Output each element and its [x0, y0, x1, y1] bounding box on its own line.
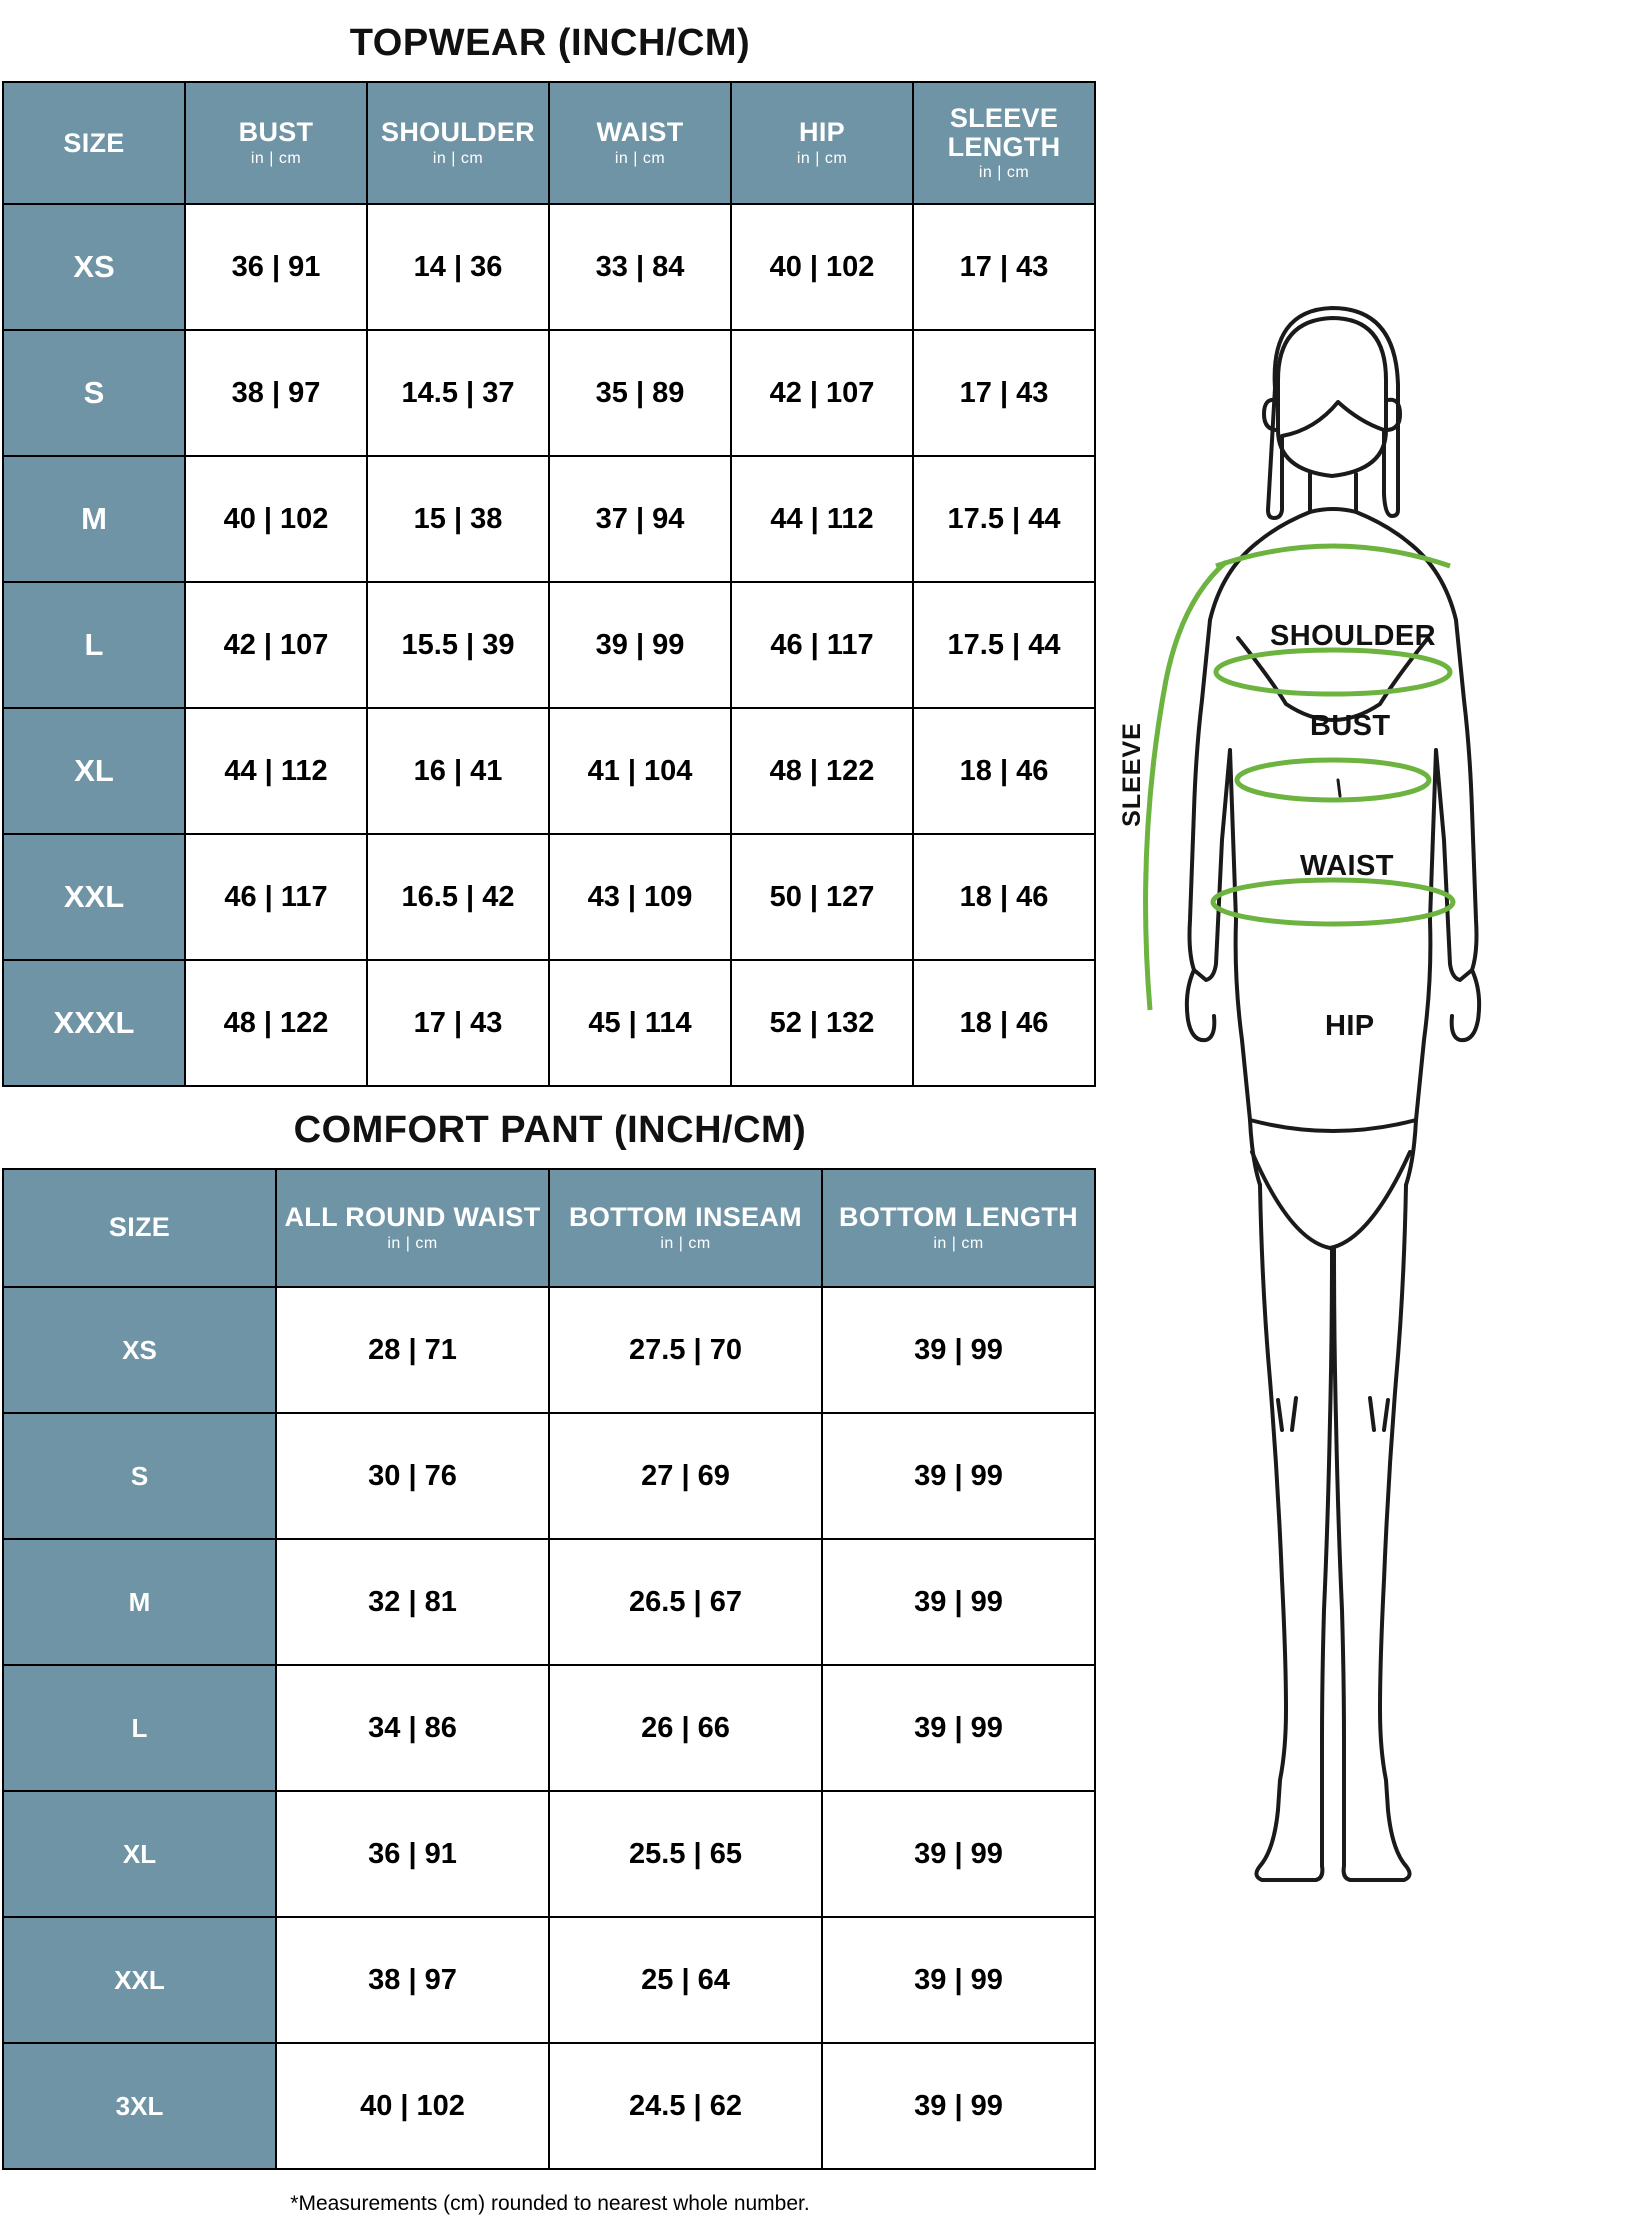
cell-sleeve: 17 | 43 — [913, 330, 1095, 456]
navel-mark — [1338, 780, 1340, 796]
cell-bust: 36 | 91 — [185, 204, 367, 330]
cell-hip: 44 | 112 — [731, 456, 913, 582]
collar-line — [1310, 509, 1356, 512]
column-header-all-round-waist: ALL ROUND WAIST in | cm — [276, 1169, 549, 1287]
cell-shoulder: 16 | 41 — [367, 708, 549, 834]
cell-all-round-waist: 28 | 71 — [276, 1287, 549, 1413]
left-leg-inner — [1322, 1248, 1332, 1800]
cell-waist: 35 | 89 — [549, 330, 731, 456]
topwear-size-table — [2, 81, 1096, 1087]
right-leg-inner — [1334, 1248, 1344, 1800]
left-knee-detail-2 — [1292, 1398, 1296, 1430]
cell-bottom-inseam: 25 | 64 — [549, 1917, 822, 2043]
cell-sleeve: 17.5 | 44 — [913, 456, 1095, 582]
column-header-waist: WAIST in | cm — [549, 82, 731, 204]
label-waist: WAIST — [1300, 850, 1394, 882]
cell-size: M — [3, 1539, 276, 1665]
cell-shoulder: 15.5 | 39 — [367, 582, 549, 708]
table-row — [3, 1539, 1095, 1665]
cell-hip: 52 | 132 — [731, 960, 913, 1086]
cell-bottom-length: 39 | 99 — [822, 2043, 1095, 2169]
cell-bust: 38 | 97 — [185, 330, 367, 456]
cell-waist: 33 | 84 — [549, 204, 731, 330]
cell-bottom-length: 39 | 99 — [822, 1287, 1095, 1413]
cell-size: L — [3, 1665, 276, 1791]
head-outline — [1278, 318, 1386, 476]
pant-size-table — [2, 1168, 1096, 2170]
cell-bust: 42 | 107 — [185, 582, 367, 708]
table-row — [3, 456, 1095, 582]
cell-bottom-length: 39 | 99 — [822, 1917, 1095, 2043]
cell-waist: 41 | 104 — [549, 708, 731, 834]
female-body-diagram — [1110, 280, 1630, 1930]
cell-size: L — [3, 582, 185, 708]
cell-waist: 43 | 109 — [549, 834, 731, 960]
column-header-bust: BUST in | cm — [185, 82, 367, 204]
hip-measure-ellipse — [1213, 880, 1453, 924]
cell-bust: 40 | 102 — [185, 456, 367, 582]
cell-size: XL — [3, 1791, 276, 1917]
table-row — [3, 582, 1095, 708]
right-knee-detail-2 — [1370, 1398, 1374, 1430]
table-header-row — [3, 1169, 1095, 1287]
table-row — [3, 204, 1095, 330]
table-row — [3, 1791, 1095, 1917]
cell-all-round-waist: 36 | 91 — [276, 1791, 549, 1917]
cell-bottom-inseam: 27.5 | 70 — [549, 1287, 822, 1413]
cell-size: M — [3, 456, 185, 582]
cell-all-round-waist: 30 | 76 — [276, 1413, 549, 1539]
table-row — [3, 330, 1095, 456]
label-sleeve: SLEEVE — [1117, 722, 1146, 827]
cell-shoulder: 17 | 43 — [367, 960, 549, 1086]
measurement-footnote: *Measurements (cm) rounded to nearest whole number. — [290, 2192, 810, 2215]
cell-sleeve: 18 | 46 — [913, 708, 1095, 834]
cell-bottom-inseam: 25.5 | 65 — [549, 1791, 822, 1917]
cell-bottom-inseam: 26 | 66 — [549, 1665, 822, 1791]
left-leg-outer — [1260, 1185, 1286, 1810]
right-leg-outer — [1380, 1185, 1406, 1810]
table-row — [3, 960, 1095, 1086]
cell-bottom-length: 39 | 99 — [822, 1539, 1095, 1665]
topwear-title: TOPWEAR (INCH/CM) — [349, 22, 751, 64]
column-header-size: SIZE — [3, 1169, 276, 1287]
left-foot — [1256, 1800, 1322, 1880]
brief-outline — [1252, 1152, 1410, 1248]
cell-hip: 50 | 127 — [731, 834, 913, 960]
cell-size: S — [3, 330, 185, 456]
label-shoulder: SHOULDER — [1270, 620, 1436, 652]
cell-sleeve: 18 | 46 — [913, 834, 1095, 960]
column-header-size: SIZE — [3, 82, 185, 204]
cell-all-round-waist: 40 | 102 — [276, 2043, 549, 2169]
hip-line — [1250, 1120, 1416, 1131]
cell-size: XXL — [3, 1917, 276, 2043]
right-knee-detail — [1384, 1400, 1388, 1430]
cell-size: XS — [3, 1287, 276, 1413]
cell-bottom-length: 39 | 99 — [822, 1791, 1095, 1917]
table-row — [3, 2043, 1095, 2169]
sleeve-measure-line — [1146, 562, 1226, 1010]
table-row — [3, 1287, 1095, 1413]
cell-size: XXXL — [3, 960, 185, 1086]
cell-waist: 37 | 94 — [549, 456, 731, 582]
cell-hip: 42 | 107 — [731, 330, 913, 456]
cell-size: S — [3, 1413, 276, 1539]
column-header-hip: HIP in | cm — [731, 82, 913, 204]
cell-bottom-inseam: 27 | 69 — [549, 1413, 822, 1539]
column-header-bottom-length: BOTTOM LENGTH in | cm — [822, 1169, 1095, 1287]
cell-size: XS — [3, 204, 185, 330]
left-knee-detail — [1278, 1400, 1282, 1430]
table-header-row — [3, 82, 1095, 204]
cell-size: 3XL — [3, 2043, 276, 2169]
cell-size: XXL — [3, 834, 185, 960]
cell-bottom-inseam: 26.5 | 67 — [549, 1539, 822, 1665]
table-row — [3, 1413, 1095, 1539]
cell-bottom-length: 39 | 99 — [822, 1665, 1095, 1791]
waist-measure-ellipse — [1237, 760, 1429, 800]
cell-size: XL — [3, 708, 185, 834]
cell-all-round-waist: 34 | 86 — [276, 1665, 549, 1791]
torso-right-outline — [1356, 474, 1477, 1185]
cell-shoulder: 15 | 38 — [367, 456, 549, 582]
cell-shoulder: 14 | 36 — [367, 204, 549, 330]
cell-shoulder: 14.5 | 37 — [367, 330, 549, 456]
left-hand — [1187, 970, 1214, 1040]
cell-bust: 46 | 117 — [185, 834, 367, 960]
cell-bust: 48 | 122 — [185, 960, 367, 1086]
cell-waist: 45 | 114 — [549, 960, 731, 1086]
cell-waist: 39 | 99 — [549, 582, 731, 708]
table-row — [3, 708, 1095, 834]
right-foot — [1344, 1800, 1410, 1880]
cell-shoulder: 16.5 | 42 — [367, 834, 549, 960]
cell-sleeve: 18 | 46 — [913, 960, 1095, 1086]
column-header-bottom-inseam: BOTTOM INSEAM in | cm — [549, 1169, 822, 1287]
label-hip: HIP — [1325, 1010, 1375, 1042]
cell-hip: 48 | 122 — [731, 708, 913, 834]
table-row — [3, 834, 1095, 960]
cell-hip: 40 | 102 — [731, 204, 913, 330]
cell-hip: 46 | 117 — [731, 582, 913, 708]
column-header-sleeve-length: SLEEVE LENGTH in | cm — [913, 82, 1095, 204]
table-row — [3, 1917, 1095, 2043]
label-bust: BUST — [1310, 710, 1391, 742]
cell-bottom-length: 39 | 99 — [822, 1413, 1095, 1539]
cell-sleeve: 17 | 43 — [913, 204, 1095, 330]
cell-bust: 44 | 112 — [185, 708, 367, 834]
cell-all-round-waist: 32 | 81 — [276, 1539, 549, 1665]
table-row — [3, 1665, 1095, 1791]
cell-bottom-inseam: 24.5 | 62 — [549, 2043, 822, 2169]
cell-sleeve: 17.5 | 44 — [913, 582, 1095, 708]
column-header-shoulder: SHOULDER in | cm — [367, 82, 549, 204]
cell-all-round-waist: 38 | 97 — [276, 1917, 549, 2043]
bust-measure-ellipse — [1216, 650, 1450, 694]
pant-title: COMFORT PANT (INCH/CM) — [293, 1109, 807, 1151]
right-hand — [1452, 970, 1479, 1040]
measurement-figure — [1110, 280, 1630, 1930]
